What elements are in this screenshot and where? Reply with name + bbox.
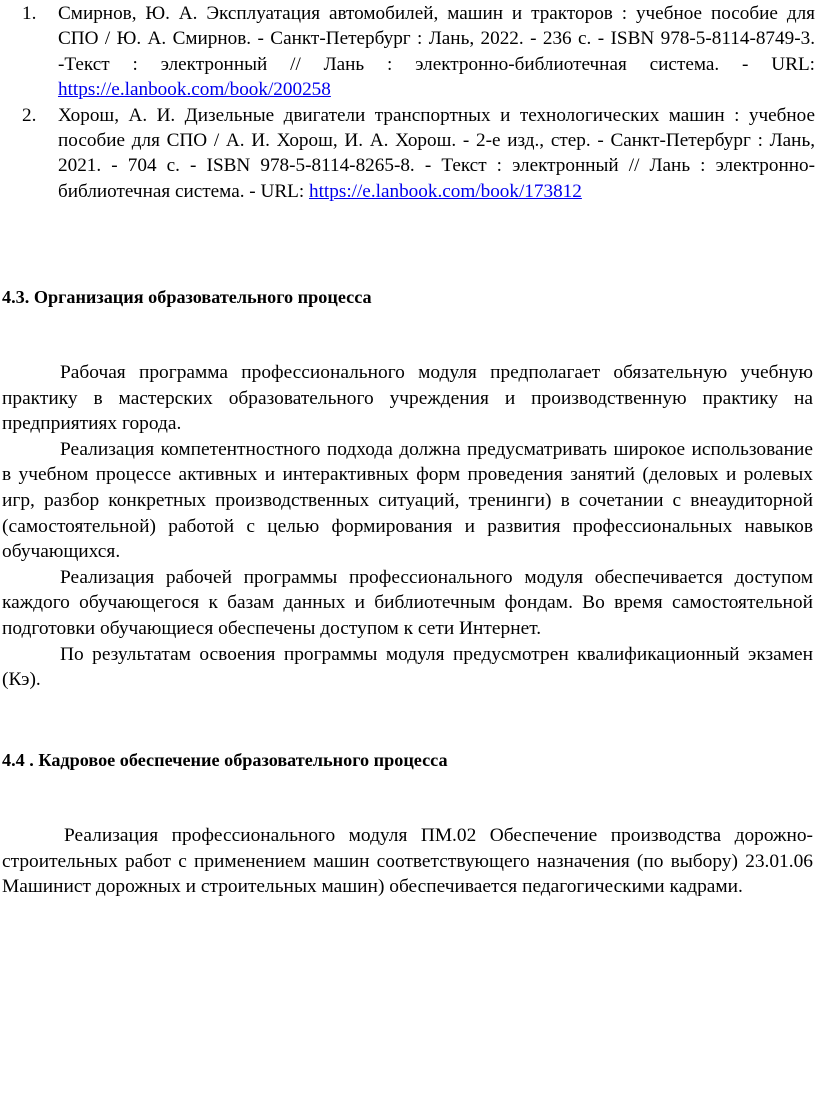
section-body-4-4 [2, 823, 813, 900]
reference-item [22, 103, 815, 205]
paragraph: Рабочая программа профессионального модуля предполагает обязательную учебную практику в мастерских образовательного учреждения и производственную практику на предприятиях города. [2, 362, 813, 435]
paragraph: Реализация профессионального модуля ПМ.02 Обеспечение производства дорожно-строительных работ с применением машин соответствующего назначения (по выбору) 23.01.06 Машинист дорожных и строительных машин) обеспечивается педагогическими кадрами. [2, 825, 813, 898]
reference-link[interactable]: https://e.lanbook.com/book/173812 [309, 180, 582, 202]
reference-number: 2. [22, 104, 37, 126]
reference-text: Смирнов, Ю. А. Эксплуатация автомобилей, машин и тракторов : учебное пособие для СПО / Ю. А. Смирнов. - Санкт-Петербург : Лань, 2022. - 236 с. - ISBN 978-5-8114-8749-3. -Текст : электронный // Лань : электронно-библиотечная система. - URL: [58, 3, 815, 75]
paragraph: Реализация компетентностного подхода должна предусматривать широкое использование в учебном процессе активных и интерактивных форм проведения занятий (деловых и ролевых игр, разбор конкретных производственных ситуаций, тренинги) в сочетании с внеаудиторной (самостоятельной) работой с целью формирования и развития профессиональных навыков обучающихся. [2, 438, 813, 563]
paragraph: Реализация рабочей программы профессионального модуля обеспечивается доступом каждого обучающегося к базам данных и библиотечным фондам. Во время самостоятельной подготовки обучающиеся обеспечены доступом к сети Интернет. [2, 566, 813, 639]
reference-item [22, 1, 815, 103]
reference-number: 1. [22, 3, 37, 24]
section-body-4-3 [2, 360, 813, 693]
reference-text: Хорош, А. И. Дизельные двигатели транспортных и технологических машин : учебное пособие для СПО / А. И. Хорош, И. А. Хорош. - 2-е изд., стер. - Санкт-Петербург : Лань, 2021. - 704 с. - ISBN 978-5-8114-8265-8. - Текст : электронный // Лань : электронно-библиотечная система. - URL: [58, 104, 815, 202]
section-heading-4-4: 4.4 . Кадровое обеспечение образовательного процесса [2, 750, 448, 770]
section-heading-4-3: 4.3. Организация образовательного процесса [2, 287, 372, 307]
reference-link[interactable]: https://e.lanbook.com/book/200258 [58, 79, 331, 101]
paragraph: По результатам освоения программы модуля предусмотрен квалификационный экзамен (Кэ). [2, 643, 813, 691]
reference-list [22, 1, 815, 204]
